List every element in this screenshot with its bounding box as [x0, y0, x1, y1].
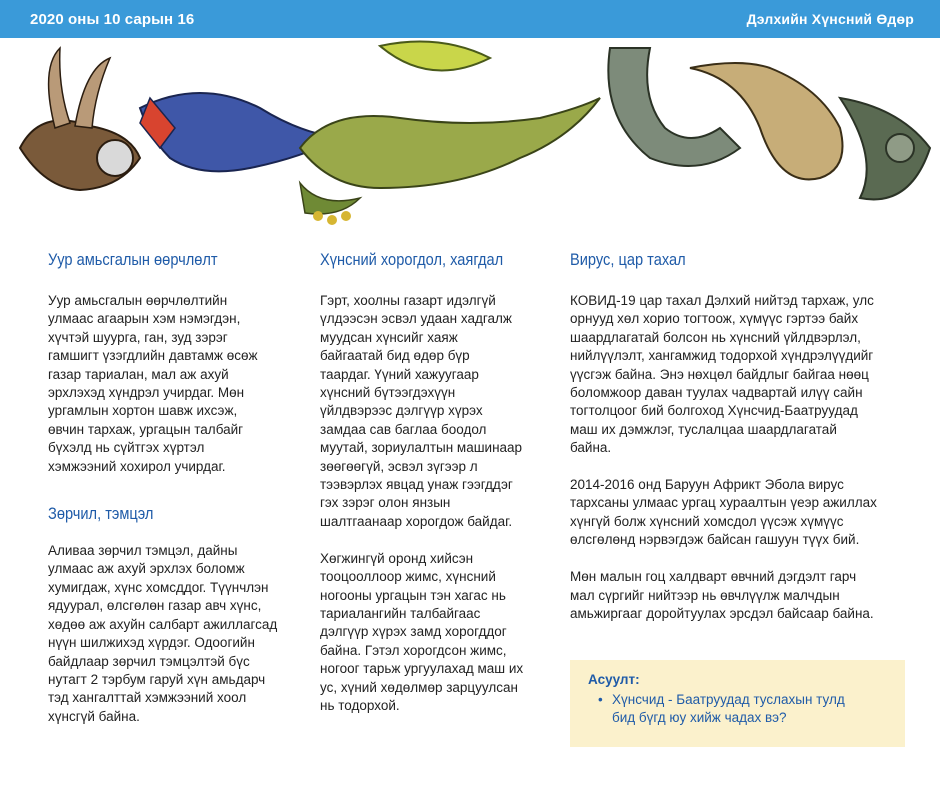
question-item: [598, 691, 887, 727]
text-climate: Уур амьсгалын өөрчлөлтийн улмаас агаарын хэм нэмэгдэн, хүчтэй шуурга, ган, зуд зэрэг гамшигт үзэгдлийн давтамж өсөж газар тариалан, мал аж ахуй эрхлэхэд хүндрэл учирдаг. Мөн ургамлын хортон шавж ихсэж, өвчин тархаж, ургацын талбайг бүхэлд нь сүйтгэх хүртэл хэмжээний хохирол учирдаг.: [48, 293, 258, 474]
header-brand: Дэлхийн Хүнсний Өдөр: [746, 11, 914, 27]
heading-conflict: Зөрчил, тэмцэл: [48, 504, 154, 524]
heading-virus: Вирус, цар тахал: [570, 250, 686, 269]
header-date: 2020 оны 10 сарын 16: [30, 10, 195, 28]
bullet-icon: •: [598, 692, 603, 707]
heading-climate: Уур амьсгалын өөрчлөлт: [48, 250, 218, 269]
dragons-icon: [0, 38, 940, 230]
dragons-illustration: [0, 38, 940, 230]
green-dragon-icon: [300, 98, 600, 188]
text-virus: КОВИД-19 цар тахал Дэлхий нийтэд тархаж, улс орнууд хөл хорио тогтоож, хүмүүс гэртээ байх шаардлагатай болсон нь хүнсний үйлдвэрлэл, нийлүүлэлт, хангамжид тодорхой хүндрэлүүдийг үүсгэж байна. Энэ нөхцөл байдлыг байгаа нөөц боломжоор даван туулах чадвартай илүү сайн тогтолцоог бий болгоход Хүнсчид-Баатруудад маш их дэмжлэг, туслалцаа шаардлагатай байна. 2014-2016 онд Баруун Африкт Эбола вирус тархсаны улмаас ургац хураалтын үеэр ажиллах хүнгүй болж хүнсний хомсдол үүсэж хүмүүс өлсгөлөнд нэрвэгдэж байсан гашуун түүх бий. Мөн малын гоц халдварт өвчний дэгдэлт гарч мал сүргийг нийтээр нь өвчлүүлж малчдын амьжиргааг доройтуулах эрсдэл байсаар байна.: [570, 293, 877, 621]
column-right: [570, 250, 915, 623]
column-left: [48, 250, 298, 726]
question-text: Хүнсчид - Баатруудад туслахын тулд бид бүгд юу хийж чадах вэ?: [612, 692, 845, 725]
header-bar: [0, 0, 940, 38]
text-waste: Гэрт, хоолны газарт идэлгүй үлдээсэн эсвэл удаан хадгалж муудсан хүнсийг хаяж байгаатай бид өдөр бүр таардаг. Үүний хажуугаар хүнсний бүтээгдэхүүн үйлдвэрээс дэлгүүр хүрэх замдаа сав баглаа боодол муутай, зориулалтын машинаар зөөгөөгүй, эсвэл зүгээр л тээвэрлэх явцад унаж гээгддэг гэх зэрэг олон янзын шалтгаанаар хорогдож байдаг. Хөгжингүй оронд хийсэн тооцооллоор жимс, хүнсний ногооны ургацын тэн хагас нь тариалангийн талбайгаас дэлгүүр хүрэх замд хорогддог байна. Гэтэл хорогдсон жимс, ногоог тарьж ургуулахад маш их ус, хүний хөдөлмөр зарцуулсан нь тодорхой.: [320, 293, 524, 713]
question-title: Асуулт:: [588, 672, 640, 687]
question-list: [588, 691, 887, 727]
text-conflict: Аливаа зөрчил тэмцэл, дайны улмаас аж ахуй эрхлэх боломж хумигдаж, хүнс хомсддог. Түүнчлэн ядуурал, өлсгөлөн газар авч хүнс, хөдөө аж ахуйн салбарт ажиллагсад нүүн шилжихэд хүрдэг. Одоогийн байдлаар зөрчил тэмцэлтэй бүс нутагт 2 тэрбум гаруй хүн амьдарч тэд хангалттай хэмжээний хоол хүнсгүй байна.: [48, 543, 278, 724]
leaf-icon: [380, 42, 490, 71]
question-box: [570, 660, 905, 747]
heading-waste: Хүнсний хорогдол, хаягдал: [320, 250, 504, 269]
column-middle: [320, 250, 552, 715]
